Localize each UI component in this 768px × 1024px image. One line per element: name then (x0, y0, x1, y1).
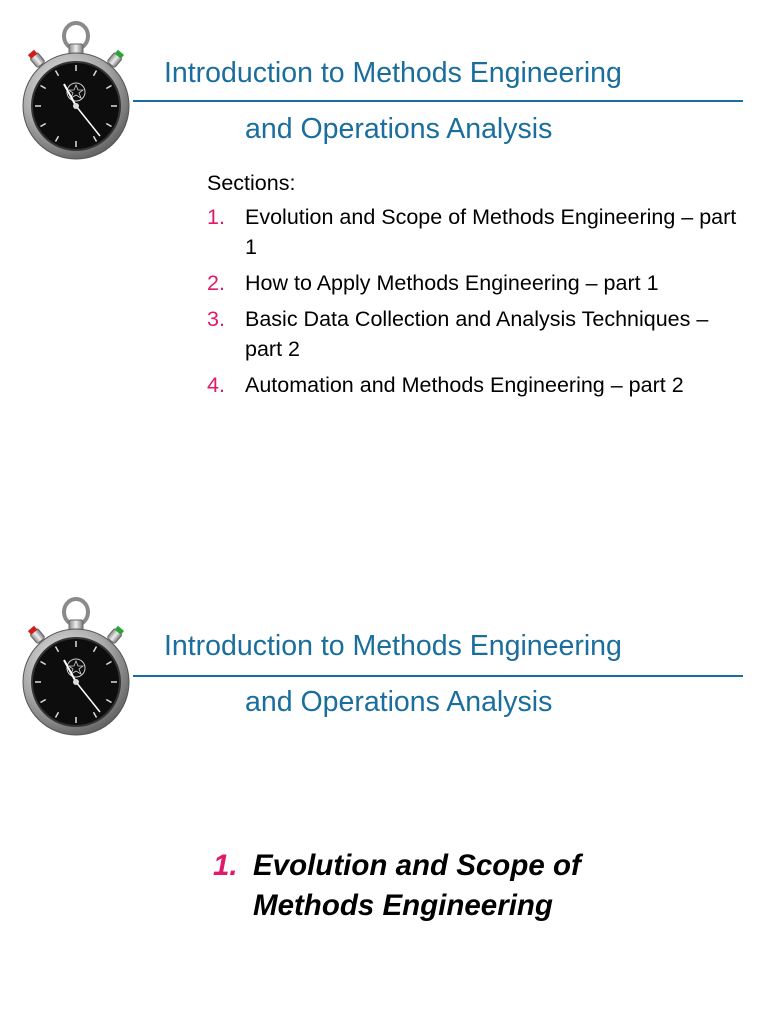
section-heading-number: 1. (213, 849, 238, 882)
slide-2 (0, 578, 768, 1024)
list-item (207, 268, 737, 298)
sections-block (207, 168, 737, 406)
slide-title-line-1: Introduction to Methods Engineering (164, 57, 622, 89)
section-heading (213, 846, 581, 926)
list-item (207, 202, 737, 262)
section-heading-line-2: Methods Engineering (253, 889, 553, 922)
section-heading-text (253, 846, 581, 926)
list-item-text: Basic Data Collection and Analysis Techniques – part 2 (245, 307, 709, 361)
slide-title-line-2: and Operations Analysis (245, 686, 553, 718)
list-item (207, 304, 737, 364)
list-item-number: 3. (207, 307, 225, 331)
sections-label: Sections: (207, 171, 296, 195)
list-item-number: 4. (207, 373, 225, 397)
stopwatch-icon (20, 594, 132, 742)
list-item-text: Automation and Methods Engineering – part 2 (245, 373, 684, 397)
title-divider (133, 100, 743, 102)
title-divider (133, 675, 743, 677)
section-heading-line-1: Evolution and Scope of (253, 849, 581, 882)
list-item-text: How to Apply Methods Engineering – part 1 (245, 271, 659, 295)
list-item-number: 1. (207, 205, 225, 229)
slide-title-line-2: and Operations Analysis (245, 113, 553, 145)
list-item-text: Evolution and Scope of Methods Engineering – part 1 (245, 205, 737, 259)
slide-title-line-1: Introduction to Methods Engineering (164, 630, 622, 662)
list-item-number: 2. (207, 271, 225, 295)
list-item (207, 370, 737, 400)
stopwatch-icon (20, 18, 132, 166)
sections-list (207, 202, 737, 400)
